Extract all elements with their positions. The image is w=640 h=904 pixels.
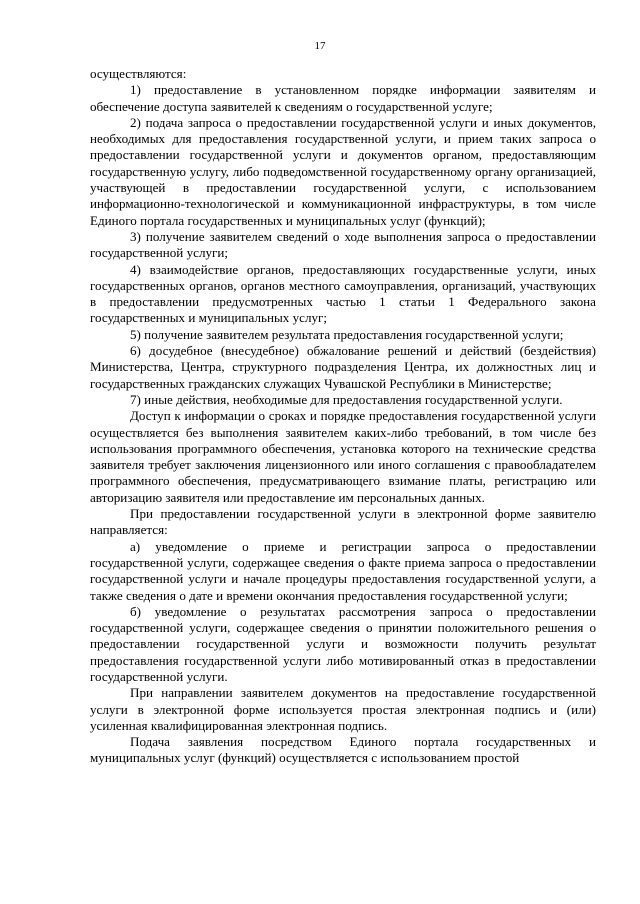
paragraph: 2) подача запроса о предоставлении государственной услуги и иных документов, необходимых для предоставления государственной услуги, и прием таких запроса о предоставлении государственной услуги и документов органом, предоставляющим государственную услугу, либо подведомственной государственному органу организацией, участвующей в предоставлении государственной услуги, с использованием информационно-технологической и коммуникационной инфраструктуры, в том числе Единого портала государственных и муниципальных услуг (функций); bbox=[90, 114, 596, 228]
paragraph: 4) взаимодействие органов, предоставляющих государственные услуги, иных государственных органов, органов местного самоуправления, организаций, участвующих в предоставлении предусмотренных частью 1 статьи 1 Федерального закона государственных и муниципальных услуг; bbox=[90, 261, 596, 326]
paragraph: а) уведомление о приеме и регистрации запроса о предоставлении государственной услуги, содержащее сведения о факте приема запроса о предоставлении государственной услуги и начале процедуры предоставления государственной услуги, а также сведения о дате и времени окончания предоставления государственной услуги; bbox=[90, 538, 596, 603]
paragraph: 1) предоставление в установленном порядке информации заявителям и обеспечение доступа заявителей к сведениям о государственной услуге; bbox=[90, 82, 596, 114]
paragraph: 7) иные действия, необходимые для предоставления государственной услуги. bbox=[130, 391, 563, 407]
paragraph: б) уведомление о результатах рассмотрения запроса о предоставлении государственной услуги, содержащее сведения о принятии положительного решения о предоставлении государственной услуги и возможности получить результат предоставления государственной услуги либо мотивированный отказ в предоставлении государственной услуги. bbox=[90, 603, 596, 684]
paragraph: Доступ к информации о сроках и порядке предоставления государственной услуги осуществляется без выполнения заявителем каких-либо требований, в том числе без использования программного обеспечения, установка которого на технические средства заявителя требует заключения лицензионного или иного соглашения с правообладателем программного обеспечения, предусматривающего взимание платы, регистрацию или авторизацию заявителя или предоставление им персональных данных. bbox=[90, 408, 596, 505]
page-number: 17 bbox=[314, 40, 326, 52]
paragraph: Подача заявления посредством Единого портала государственных и муниципальных услуг (функций) осуществляется с использованием простой bbox=[90, 734, 596, 766]
paragraph: При предоставлении государственной услуги в электронной форме заявителю направляется: bbox=[90, 506, 596, 538]
paragraph: 3) получение заявителем сведений о ходе выполнения запроса о предоставлении государственной услуги; bbox=[90, 228, 596, 261]
paragraph: 6) досудебное (внесудебное) обжалование решений и действий (бездействия) Министерства, Центра, структурного подразделения Центра, их должностных лиц и государственных гражданских служащих Чувашской Республики в Министерстве; bbox=[90, 343, 596, 391]
paragraph: При направлении заявителем документов на предоставление государственной услуги в электронной форме используется простая электронная подпись и (или) усиленная квалифицированная электронная подпись. bbox=[90, 685, 596, 733]
document-body bbox=[90, 66, 596, 767]
paragraph: 5) получение заявителем результата предоставления государственной услуги; bbox=[130, 326, 564, 342]
paragraph: осуществляются: bbox=[90, 66, 187, 81]
